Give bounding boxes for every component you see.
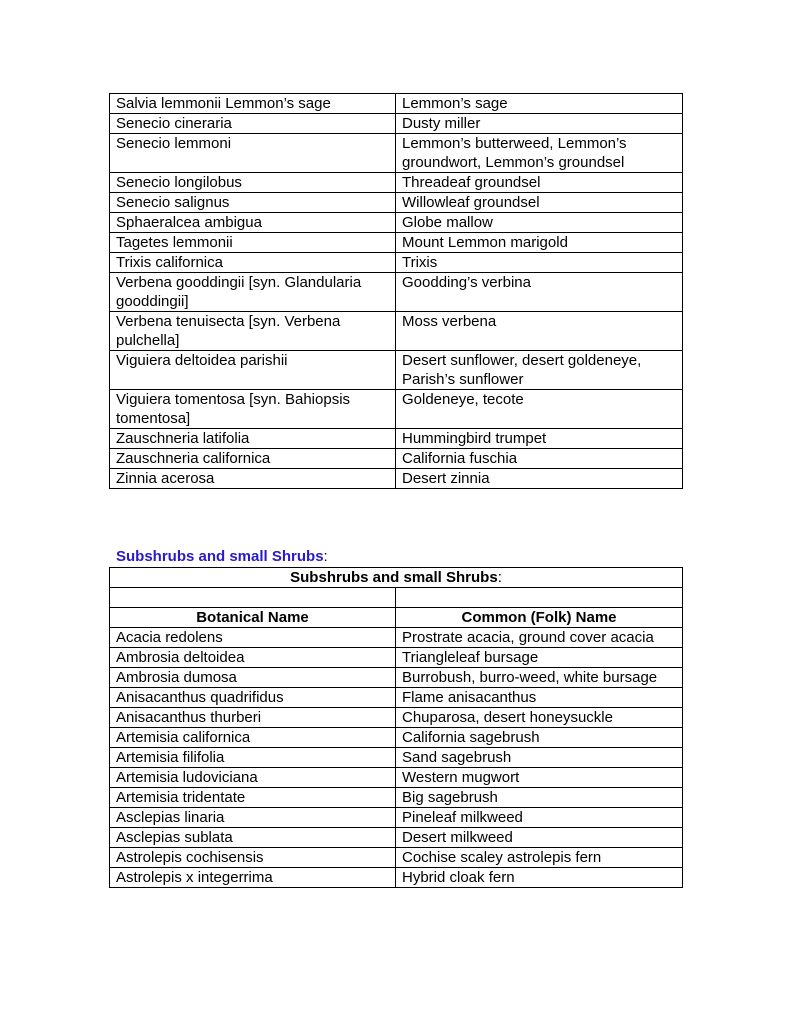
botanical-name-cell: Sphaeralcea ambigua	[110, 213, 396, 233]
table-row	[110, 868, 683, 888]
botanical-name-cell: Anisacanthus thurberi	[110, 708, 396, 728]
botanical-name-cell: Senecio salignus	[110, 193, 396, 213]
botanical-name-cell: Astrolepis cochisensis	[110, 848, 396, 868]
botanical-name-cell: Artemisia ludoviciana	[110, 768, 396, 788]
botanical-name-cell: Senecio longilobus	[110, 173, 396, 193]
common-name-cell: Goldeneye, tecote	[396, 390, 683, 429]
table-row	[110, 429, 683, 449]
common-name-cell: Flame anisacanthus	[396, 688, 683, 708]
table-row	[110, 768, 683, 788]
table-row	[110, 173, 683, 193]
table-row	[110, 469, 683, 489]
botanical-name-cell: Zauschneria californica	[110, 449, 396, 469]
common-name-cell: Lemmon’s butterweed, Lemmon’s groundwort, Lemmon’s groundsel	[396, 134, 683, 173]
botanical-name-cell: Tagetes lemmonii	[110, 233, 396, 253]
common-name-header: Common (Folk) Name	[396, 608, 683, 628]
common-name-cell: Moss verbena	[396, 312, 683, 351]
table-row	[110, 668, 683, 688]
table-row	[110, 94, 683, 114]
botanical-name-cell: Artemisia californica	[110, 728, 396, 748]
common-name-cell: Hummingbird trumpet	[396, 429, 683, 449]
botanical-name-cell: Ambrosia dumosa	[110, 668, 396, 688]
table-row	[110, 748, 683, 768]
common-name-cell: Sand sagebrush	[396, 748, 683, 768]
table-header-row	[110, 608, 683, 628]
table-row	[110, 828, 683, 848]
common-name-cell: Goodding’s verbina	[396, 273, 683, 312]
common-name-cell: California sagebrush	[396, 728, 683, 748]
plant-table-body	[110, 94, 683, 489]
table-row	[110, 808, 683, 828]
table-row	[110, 312, 683, 351]
plant-table-continued	[109, 93, 683, 489]
common-name-cell: Chuparosa, desert honeysuckle	[396, 708, 683, 728]
botanical-name-cell: Viguiera tomentosa [syn. Bahiopsis tomentosa]	[110, 390, 396, 429]
botanical-name-cell: Acacia redolens	[110, 628, 396, 648]
botanical-name-cell: Artemisia filifolia	[110, 748, 396, 768]
common-name-cell: Pineleaf milkweed	[396, 808, 683, 828]
botanical-name-cell: Asclepias sublata	[110, 828, 396, 848]
botanical-name-cell: Ambrosia deltoidea	[110, 648, 396, 668]
table-row	[110, 193, 683, 213]
common-name-cell: Globe mallow	[396, 213, 683, 233]
table-row	[110, 390, 683, 429]
common-name-cell: Hybrid cloak fern	[396, 868, 683, 888]
table-caption-text: Subshrubs and small Shrubs	[290, 569, 498, 586]
botanical-name-cell: Zinnia acerosa	[110, 469, 396, 489]
botanical-name-cell: Artemisia tridentate	[110, 788, 396, 808]
botanical-name-cell: Zauschneria latifolia	[110, 429, 396, 449]
common-name-cell: Desert milkweed	[396, 828, 683, 848]
common-name-cell: Big sagebrush	[396, 788, 683, 808]
common-name-cell: Prostrate acacia, ground cover acacia	[396, 628, 683, 648]
table-row	[110, 253, 683, 273]
spacer-cell	[396, 588, 683, 608]
common-name-cell: Trixis	[396, 253, 683, 273]
common-name-cell: Western mugwort	[396, 768, 683, 788]
botanical-name-cell: Trixis californica	[110, 253, 396, 273]
table-row	[110, 628, 683, 648]
table-row	[110, 134, 683, 173]
botanical-name-cell: Verbena gooddingii [syn. Glandularia gooddingii]	[110, 273, 396, 312]
botanical-name-cell: Verbena tenuisecta [syn. Verbena pulchella]	[110, 312, 396, 351]
section-heading	[116, 547, 328, 567]
botanical-name-cell: Anisacanthus quadrifidus	[110, 688, 396, 708]
table-row	[110, 233, 683, 253]
table-spacer-row	[110, 588, 683, 608]
botanical-name-cell: Asclepias linaria	[110, 808, 396, 828]
botanical-name-cell: Senecio cineraria	[110, 114, 396, 134]
table-row	[110, 273, 683, 312]
common-name-cell: Lemmon’s sage	[396, 94, 683, 114]
table-row	[110, 213, 683, 233]
table-row	[110, 648, 683, 668]
table-row	[110, 708, 683, 728]
table-row	[110, 449, 683, 469]
table-caption-colon: :	[497, 569, 502, 586]
section-heading-colon: :	[323, 548, 328, 565]
common-name-cell: Burrobush, burro-weed, white bursage	[396, 668, 683, 688]
common-name-cell: Dusty miller	[396, 114, 683, 134]
spacer-cell	[110, 588, 396, 608]
botanical-name-cell: Senecio lemmoni	[110, 134, 396, 173]
table-caption	[110, 568, 683, 588]
table-caption-row	[110, 568, 683, 588]
section-heading-text: Subshrubs and small Shrubs	[116, 548, 324, 565]
common-name-cell: Willowleaf groundsel	[396, 193, 683, 213]
table-row	[110, 688, 683, 708]
table-row	[110, 351, 683, 390]
botanical-name-cell: Astrolepis x integerrima	[110, 868, 396, 888]
botanical-name-header: Botanical Name	[110, 608, 396, 628]
table-row	[110, 728, 683, 748]
common-name-cell: Desert sunflower, desert goldeneye, Parish’s sunflower	[396, 351, 683, 390]
common-name-cell: Cochise scaley astrolepis fern	[396, 848, 683, 868]
common-name-cell: California fuschia	[396, 449, 683, 469]
subshrubs-table-body	[110, 568, 683, 888]
common-name-cell: Threadeaf groundsel	[396, 173, 683, 193]
table-row	[110, 114, 683, 134]
common-name-cell: Desert zinnia	[396, 469, 683, 489]
table-row	[110, 788, 683, 808]
botanical-name-cell: Viguiera deltoidea parishii	[110, 351, 396, 390]
subshrubs-table	[109, 567, 683, 888]
botanical-name-cell: Salvia lemmonii Lemmon’s sage	[110, 94, 396, 114]
common-name-cell: Mount Lemmon marigold	[396, 233, 683, 253]
table-row	[110, 848, 683, 868]
common-name-cell: Triangleleaf bursage	[396, 648, 683, 668]
